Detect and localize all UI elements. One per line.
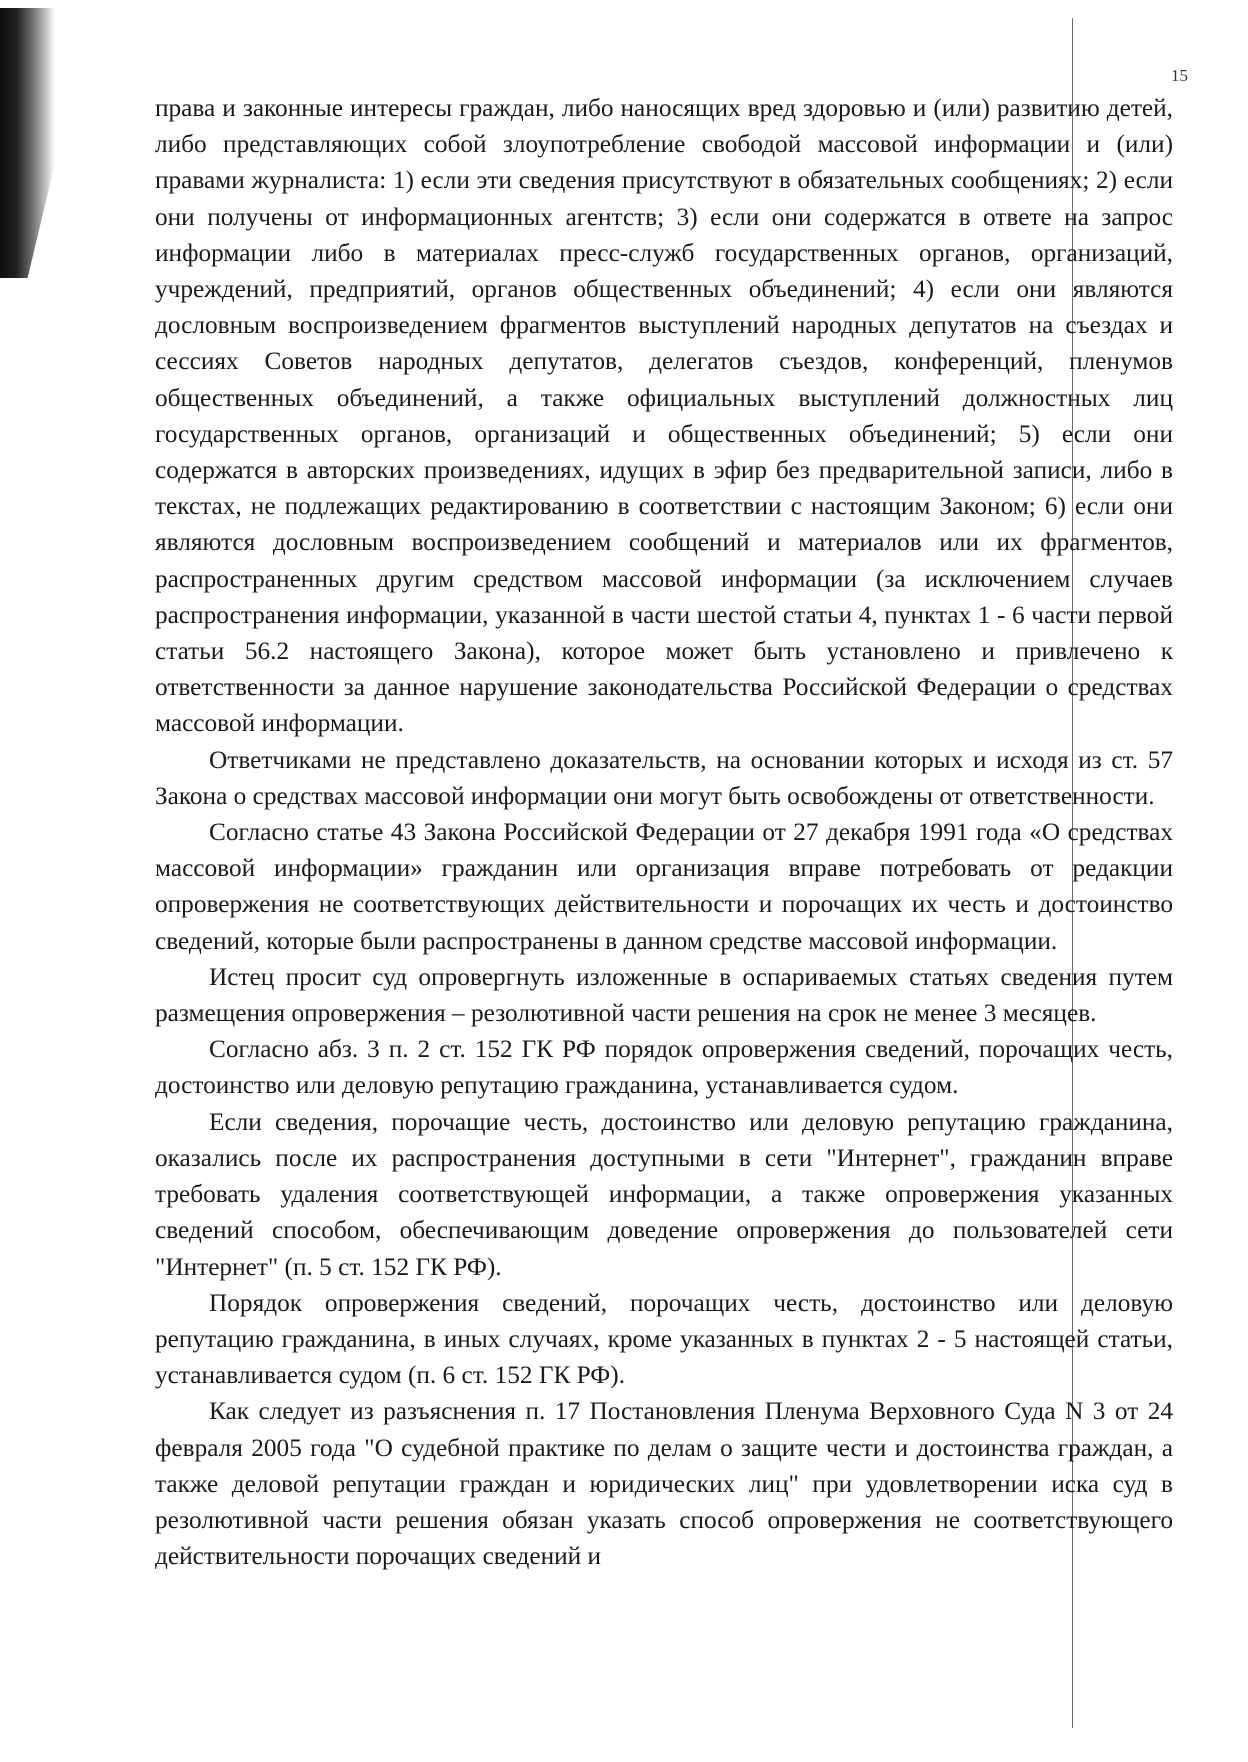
- paragraph-8: Как следует из разъяснения п. 17 Постановления Пленума Верховного Суда N 3 от 24 февраля 2005 года "О судебной практике по делам о защите чести и достоинства граждан, а также деловой репутации граждан и юридических лиц" при удовлетворении иска суд в резолютивной части решения обязан указать способ опровержения не соответствующего действительности порочащих сведений и: [155, 1397, 1173, 1571]
- document-body: [155, 90, 1173, 1574]
- page-number: 15: [1171, 66, 1188, 85]
- paragraph-1: права и законные интересы граждан, либо наносящих вред здоровью и (или) развитию детей, либо представляющих собой злоупотребление свободой массовой информации и (или) правами журналиста: 1) если эти сведения присутствуют в обязательных сообщениях; 2) если они получены от информационных агентств; 3) если они содержатся в ответе на запрос информации либо в материалах пресс-служб государственных органов, организаций, учреждений, предприятий, органов общественных объединений; 4) если они являются дословным воспроизведением фрагментов выступлений народных депутатов на съездах и сессиях Советов народных депутатов, делегатов съездов, конференций, пленумов общественных объединений, а также официальных выступлений должностных лиц государственных органов, организаций и общественных объединений; 5) если они содержатся в авторских произведениях, идущих в эфир без предварительной записи, либо в текстах, не подлежащих редактированию в соответствии с настоящим Законом; 6) если они являются дословным воспроизведением сообщений и материалов или их фрагментов, распространенных другим средством массовой информации (за исключением случаев распространения информации, указанной в части шестой статьи 4, пунктах 1 - 6 части первой статьи 56.2 настоящего Закона), которое может быть установлено и привлечено к ответственности за данное нарушение законодательства Российской Федерации о средствах массовой информации.: [155, 94, 1173, 738]
- paragraph-2: Ответчиками не представлено доказательств, на основании которых и исходя из ст. 57 Закона о средствах массовой информации они могут быть освобождены от ответственности.: [155, 745, 1173, 810]
- paragraph-4: Истец просит суд опровергнуть изложенные в оспариваемых статьях сведения путем размещения опровержения – резолютивной части решения на срок не менее 3 месяцев.: [155, 962, 1173, 1028]
- paragraph-6: Если сведения, порочащие честь, достоинство или деловую репутацию гражданина, оказались после их распространения доступными в сети "Интернет", гражданин вправе требовать удаления соответствующей информации, а также опровержения указанных сведений способом, обеспечивающим доведение опровержения до пользователей сети "Интернет" (п. 5 ст. 152 ГК РФ).: [155, 1107, 1173, 1281]
- scan-shadow-edge: [0, 8, 92, 278]
- paragraph-5: Согласно абз. 3 п. 2 ст. 152 ГК РФ порядок опровержения сведений, порочащих честь, достоинство или деловую репутацию гражданина, устанавливается судом.: [155, 1035, 1173, 1100]
- paragraph-7: Порядок опровержения сведений, порочащих честь, достоинство или деловую репутацию гражданина, в иных случаях, кроме указанных в пунктах 2 - 5 настоящей статьи, устанавливается судом (п. 6 ст. 152 ГК РФ).: [155, 1288, 1173, 1390]
- paragraph-3: Согласно статье 43 Закона Российской Федерации от 27 декабря 1991 года «О средствах массовой информации» гражданин или организация вправе потребовать от редакции опровержения не соответствующих действительности и порочащих их честь и достоинство сведений, которые были распространены в данном средстве массовой информации.: [155, 818, 1173, 955]
